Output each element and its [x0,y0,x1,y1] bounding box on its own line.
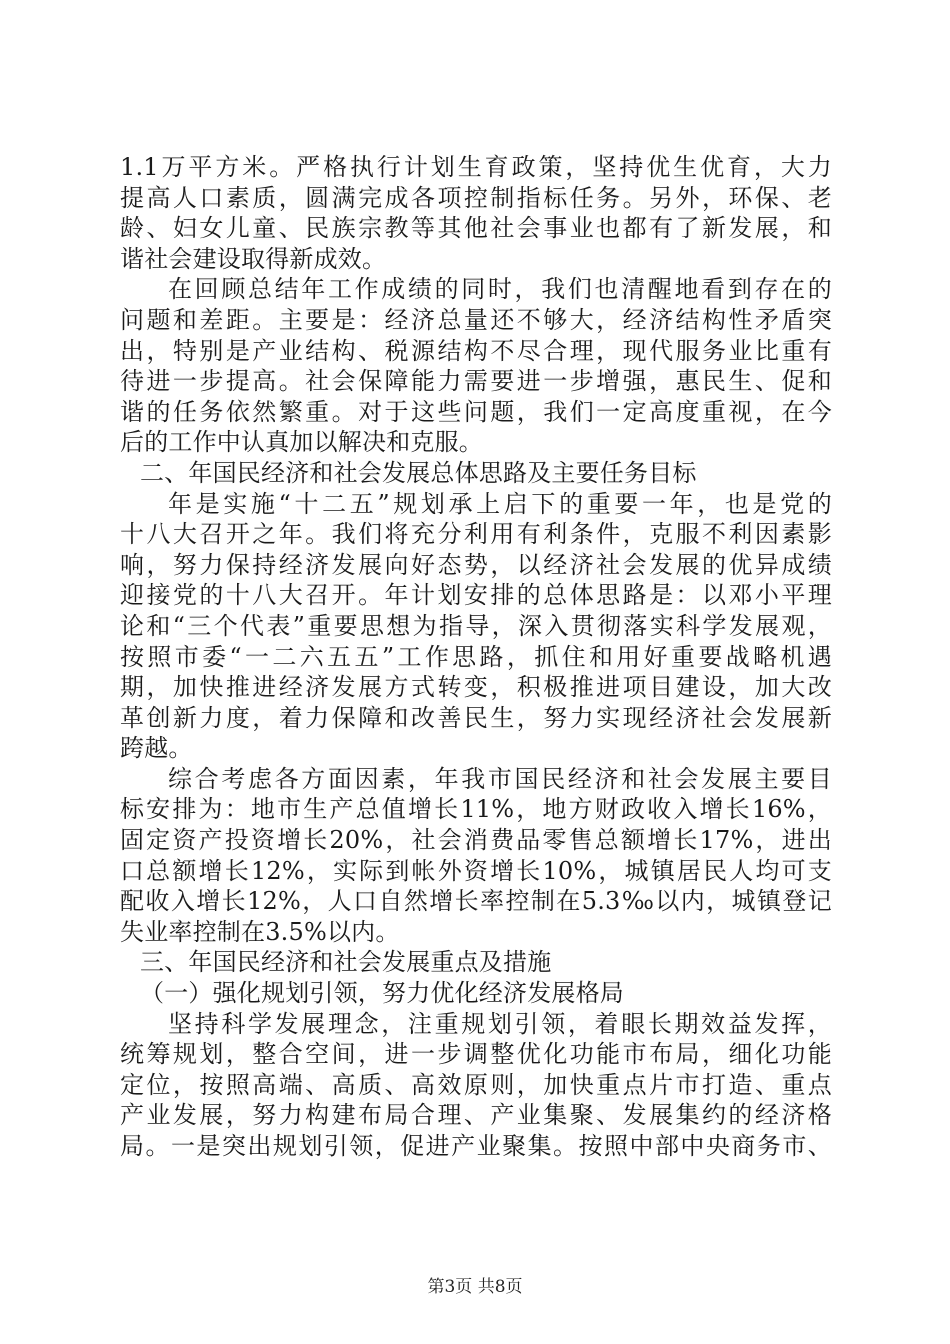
text-line: 提高人口素质，圆满完成各项控制指标任务。另外，环保、老 [120,183,832,212]
section-heading: 三、年国民经济和社会发展重点及措施 [140,948,552,977]
text-line: 问题和差距。主要是：经济总量还不够大，经济结构性矛盾突 [120,305,832,334]
document-body [120,152,832,1162]
text-line: 出，特别是产业结构、税源结构不尽合理，现代服务业比重有 [120,336,832,365]
text-line: 谐社会建设取得新成效。 [120,244,387,273]
text-line: 按照市委“一二六五五”工作思路，抓住和用好重要战略机遇 [120,642,832,671]
page-number-footer: 第3页 共8页 [427,1277,523,1297]
text-line: 1.1万平方米。严格执行计划生育政策，坚持优生优育，大力 [120,153,832,181]
text-line: 统筹规划，整合空间，进一步调整优化功能市布局，细化功能 [120,1040,832,1069]
text-line: 定位，按照高端、高质、高效原则，加快重点片市打造、重点 [120,1070,832,1099]
paragraph-first-line: 坚持科学发展理念，注重规划引领，着眼长期效益发挥， [168,1009,832,1038]
text-line: 失业率控制在3.5%以内。 [120,917,400,946]
text-line: 革创新力度，着力保障和改善民生，努力实现经济社会发展新 [120,703,832,732]
paragraph-first-line: 年是实施“十二五”规划承上启下的重要一年，也是党的 [168,489,832,518]
text-line: 期，加快推进经济发展方式转变，积极推进项目建设，加大改 [120,673,832,702]
text-line: 标安排为：地市生产总值增长11%，地方财政收入增长16%， [120,795,832,824]
text-line: 配收入增长12%，人口自然增长率控制在5.3‰以内，城镇登记 [120,887,832,916]
paragraph-first-line: 综合考虑各方面因素，年我市国民经济和社会发展主要目 [168,764,832,793]
paragraph-first-line: 在回顾总结年工作成绩的同时，我们也清醒地看到存在的 [168,275,832,304]
text-line: 口总额增长12%，实际到帐外资增长10%，城镇居民人均可支 [120,856,832,885]
text-line: 跨越。 [120,734,193,763]
text-line: 谐的任务依然繁重。对于这些问题，我们一定高度重视，在今 [120,397,832,426]
text-line: 待进一步提高。社会保障能力需要进一步增强，惠民生、促和 [120,367,832,396]
text-line: 论和“三个代表”重要思想为指导，深入贯彻落实科学发展观， [120,611,832,640]
text-line: 龄、妇女儿童、民族宗教等其他社会事业也都有了新发展，和 [120,214,832,243]
text-line: 后的工作中认真加以解决和克服。 [120,428,483,457]
text-line: 产业发展，努力构建布局合理、产业集聚、发展集约的经济格 [120,1101,832,1130]
text-line: 局。一是突出规划引领，促进产业聚集。按照中部中央商务市、 [120,1132,832,1160]
text-line: 固定资产投资增长20%，社会消费品零售总额增长17%，进出 [120,826,832,855]
subsection-heading: （一）强化规划引领，努力优化经济发展格局 [140,979,624,1008]
text-line: 响，努力保持经济发展向好态势，以经济社会发展的优异成绩 [120,550,832,579]
text-line: 迎接党的十八大召开。年计划安排的总体思路是：以邓小平理 [120,581,832,610]
section-heading: 二、年国民经济和社会发展总体思路及主要任务目标 [140,458,697,487]
text-line: 十八大召开之年。我们将充分利用有利条件，克服不利因素影 [120,520,832,549]
